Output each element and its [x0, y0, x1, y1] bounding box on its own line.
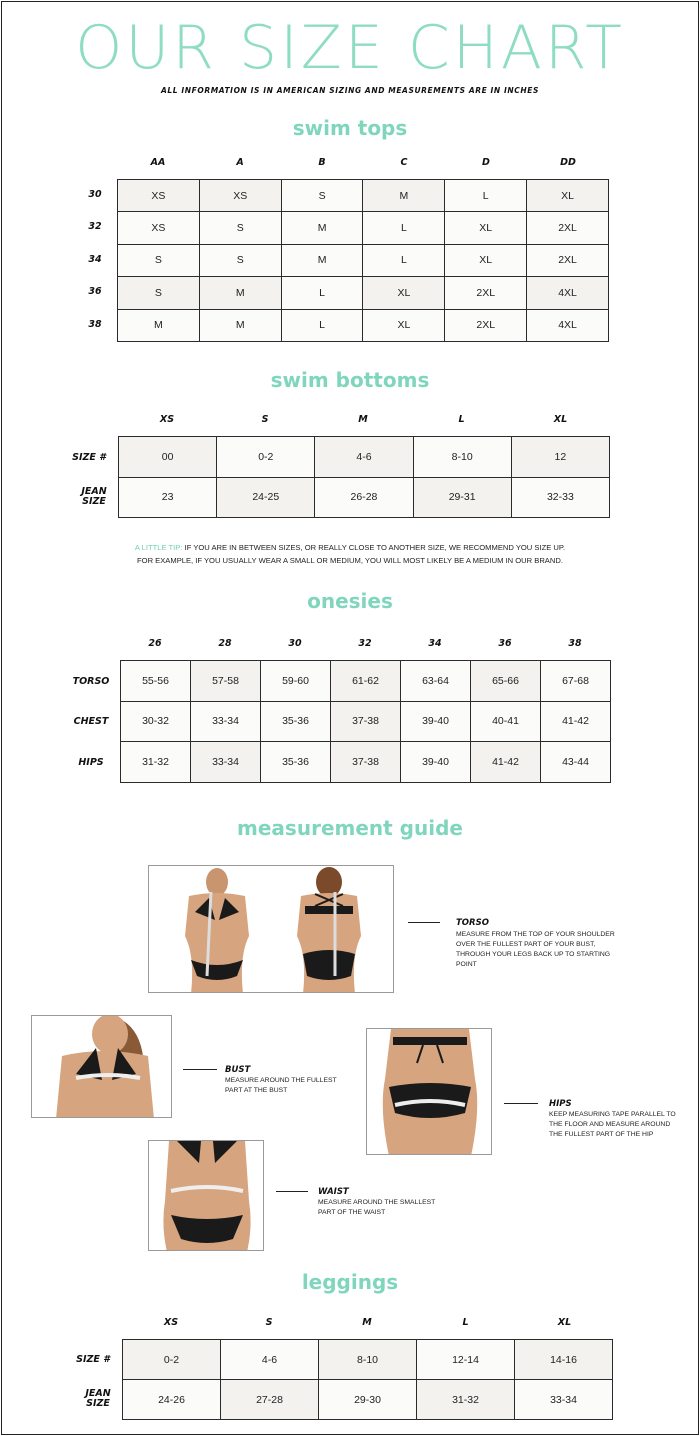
waist-guide-title: WAIST	[318, 1187, 349, 1197]
row-header: TORSO	[72, 676, 110, 687]
table-cell: L	[363, 244, 445, 276]
table-cell: 4XL	[527, 309, 609, 341]
leggings-title: leggings	[301, 1270, 399, 1294]
table-cell: 31-32	[417, 1380, 515, 1420]
column-header: S	[261, 414, 269, 425]
table-cell: S	[118, 244, 200, 276]
table-cell: XL	[445, 244, 527, 276]
torso-guide-title: TORSO	[456, 918, 489, 928]
column-header: 30	[288, 638, 302, 649]
table-cell: M	[363, 180, 445, 212]
hips-guide-desc: KEEP MEASURING TAPE PARALLEL TO THE FLOOR AND MEASURE AROUND THE FULLEST PART OF THE HIP	[549, 1111, 676, 1138]
measurement-guide-title: measurement guide	[237, 816, 463, 840]
table-cell: 29-30	[319, 1380, 417, 1420]
table-cell: 39-40	[401, 701, 471, 742]
column-header: 26	[148, 638, 162, 649]
table-cell: 32-33	[511, 477, 609, 518]
table-cell: S	[199, 212, 281, 244]
tip-line-1	[0, 541, 700, 554]
bust-photo	[31, 1015, 172, 1118]
page-subtitle: ALL INFORMATION IS IN AMERICAN SIZING AND MEASUREMENTS ARE IN INCHES	[161, 86, 539, 95]
column-header: XS	[163, 1317, 179, 1328]
waist-photo	[148, 1140, 264, 1251]
hips-figure-image	[367, 1029, 492, 1155]
table-cell: 31-32	[121, 742, 191, 783]
column-header: AA	[150, 157, 166, 168]
row-header: CHEST	[73, 716, 109, 727]
row-header: 32	[88, 221, 102, 232]
row-header: HIPS	[78, 757, 104, 768]
table-cell: XL	[527, 180, 609, 212]
table-cell: 14-16	[515, 1340, 613, 1380]
table-cell: XL	[363, 277, 445, 309]
table-cell: 4-6	[315, 437, 413, 478]
row-header: 38	[88, 319, 102, 330]
table-cell: 35-36	[261, 742, 331, 783]
column-header: 36	[498, 638, 512, 649]
table-row	[119, 437, 610, 478]
column-header: XS	[159, 414, 175, 425]
table-cell: 29-31	[413, 477, 511, 518]
torso-guide-desc: MEASURE FROM THE TOP OF YOUR SHOULDER OVER THE FULLEST PART OF YOUR BUST, THROUGH YOUR LEGS BACK UP TO STARTING POINT	[456, 931, 615, 968]
table-cell: 33-34	[191, 701, 261, 742]
table-cell: 2XL	[527, 244, 609, 276]
table-cell: 61-62	[331, 661, 401, 702]
table-cell: 35-36	[261, 701, 331, 742]
column-header: 34	[428, 638, 442, 649]
table-row	[118, 277, 609, 309]
onesies-title: onesies	[307, 589, 393, 613]
table-cell: 4-6	[221, 1340, 319, 1380]
row-header: 36	[88, 286, 102, 297]
table-cell: S	[199, 244, 281, 276]
bust-guide-desc: MEASURE AROUND THE FULLEST PART AT THE BUST	[225, 1077, 337, 1094]
column-header: M	[362, 1317, 372, 1328]
table-cell: XL	[445, 212, 527, 244]
table-cell: 0-2	[123, 1340, 221, 1380]
table-cell: 12	[511, 437, 609, 478]
column-header: 38	[568, 638, 582, 649]
table-cell: 23	[119, 477, 217, 518]
row-header: SIZE #	[72, 452, 106, 463]
table-cell: M	[281, 244, 363, 276]
swim-bottoms-title: swim bottoms	[270, 368, 430, 392]
table-cell: XS	[199, 180, 281, 212]
waist-figure-image	[149, 1141, 264, 1251]
table-cell: 65-66	[471, 661, 541, 702]
swim-tops-title: swim tops	[292, 116, 408, 140]
table-cell: 40-41	[471, 701, 541, 742]
column-header: A	[236, 157, 244, 168]
column-header: B	[318, 157, 326, 168]
table-cell: 55-56	[121, 661, 191, 702]
onesies-table	[120, 660, 611, 783]
table-cell: 0-2	[217, 437, 315, 478]
torso-figure-image	[149, 866, 394, 993]
table-cell: 2XL	[527, 212, 609, 244]
column-header: L	[462, 1317, 469, 1328]
row-header: 30	[88, 189, 102, 200]
table-cell: 57-58	[191, 661, 261, 702]
table-cell: 30-32	[121, 701, 191, 742]
table-cell: 2XL	[445, 277, 527, 309]
hips-pointer-line	[504, 1103, 538, 1104]
tip-highlight: A LITTLE TIP:	[134, 543, 183, 552]
table-cell: 12-14	[417, 1340, 515, 1380]
table-cell: M	[281, 212, 363, 244]
table-cell: XS	[118, 180, 200, 212]
column-header: XL	[557, 1317, 572, 1328]
column-header: XL	[553, 414, 568, 425]
table-cell: 4XL	[527, 277, 609, 309]
row-header: 34	[88, 254, 102, 265]
table-row	[118, 212, 609, 244]
tip-text: IF YOU ARE IN BETWEEN SIZES, OR REALLY CLOSE TO ANOTHER SIZE, WE RECOMMEND YOU SIZE UP.	[182, 543, 566, 552]
table-cell: 8-10	[413, 437, 511, 478]
hips-guide-title: HIPS	[549, 1099, 572, 1109]
table-row	[118, 309, 609, 341]
column-header: L	[458, 414, 465, 425]
row-header: JEAN SIZE	[81, 486, 107, 507]
table-cell: S	[281, 180, 363, 212]
table-cell: 33-34	[191, 742, 261, 783]
column-header: 32	[358, 638, 372, 649]
column-header: 28	[218, 638, 232, 649]
table-cell: 37-38	[331, 701, 401, 742]
table-cell: L	[445, 180, 527, 212]
table-row	[121, 701, 611, 742]
torso-pointer-line	[408, 922, 440, 923]
table-cell: 27-28	[221, 1380, 319, 1420]
table-row	[123, 1340, 613, 1380]
table-cell: L	[281, 277, 363, 309]
table-row	[119, 477, 610, 518]
tip-line-2: FOR EXAMPLE, IF YOU USUALLY WEAR A SMALL OR MEDIUM, YOU WILL MOST LIKELY BE A MEDIUM IN OUR BRAND.	[137, 556, 563, 565]
table-cell: 59-60	[261, 661, 331, 702]
bust-pointer-line	[183, 1069, 217, 1070]
column-header: DD	[560, 157, 576, 168]
table-row	[118, 180, 609, 212]
bust-figure-image	[32, 1016, 172, 1118]
size-tip	[0, 541, 700, 567]
column-header: D	[482, 157, 490, 168]
row-header: JEAN SIZE	[85, 1388, 111, 1409]
column-header: C	[400, 157, 408, 168]
table-cell: S	[118, 277, 200, 309]
column-header: M	[358, 414, 368, 425]
table-row	[121, 661, 611, 702]
table-row	[118, 244, 609, 276]
leggings-table	[122, 1339, 613, 1420]
column-header: S	[265, 1317, 273, 1328]
waist-pointer-line	[276, 1191, 308, 1192]
table-row	[121, 742, 611, 783]
table-cell: 2XL	[445, 309, 527, 341]
table-cell: 8-10	[319, 1340, 417, 1380]
table-cell: L	[281, 309, 363, 341]
table-cell: XS	[118, 212, 200, 244]
table-cell: 37-38	[331, 742, 401, 783]
swim-bottoms-table	[118, 436, 610, 518]
table-cell: 24-26	[123, 1380, 221, 1420]
table-cell: L	[363, 212, 445, 244]
table-cell: 41-42	[541, 701, 611, 742]
table-cell: 43-44	[541, 742, 611, 783]
table-cell: 26-28	[315, 477, 413, 518]
bust-guide-title: BUST	[225, 1065, 251, 1075]
table-cell: M	[118, 309, 200, 341]
waist-guide-desc: MEASURE AROUND THE SMALLEST PART OF THE WAIST	[318, 1199, 436, 1216]
table-cell: M	[199, 277, 281, 309]
table-cell: 39-40	[401, 742, 471, 783]
page-title: OUR SIZE CHART	[75, 13, 625, 83]
table-cell: 67-68	[541, 661, 611, 702]
table-cell: 33-34	[515, 1380, 613, 1420]
table-cell: 00	[119, 437, 217, 478]
table-cell: M	[199, 309, 281, 341]
table-row	[123, 1380, 613, 1420]
table-cell: 63-64	[401, 661, 471, 702]
table-cell: 24-25	[217, 477, 315, 518]
table-cell: 41-42	[471, 742, 541, 783]
hips-photo	[366, 1028, 492, 1155]
swim-tops-table	[117, 179, 609, 342]
row-header: SIZE #	[76, 1354, 110, 1365]
table-cell: XL	[363, 309, 445, 341]
torso-photo	[148, 865, 394, 993]
